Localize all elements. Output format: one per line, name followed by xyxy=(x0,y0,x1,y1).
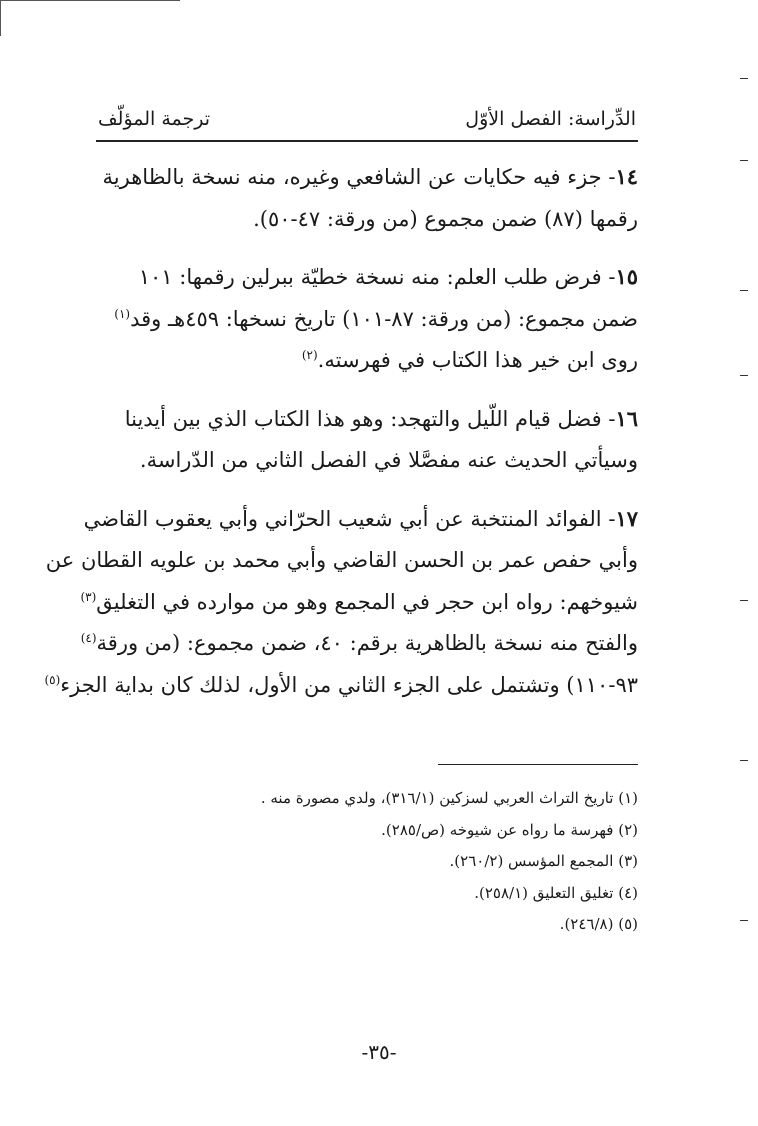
footnote-marker[interactable]: (٢) xyxy=(301,348,318,362)
text-line: ضمن مجموع: (من ورقة: ٨٧-١٠١) تاريخ نسخها: ٤٥٩هـ وقد$^{(١)}$ xyxy=(114,306,638,331)
running-head-chapter: الدِّراسة: الفصل الأوّل xyxy=(465,108,636,130)
paragraph-item-16 xyxy=(96,398,638,482)
footnote-marker[interactable]: (٥) xyxy=(44,672,61,687)
footnote-separator xyxy=(438,764,638,765)
scan-edge-mark xyxy=(740,78,748,79)
text-line: ٩٣-١١٠) وتشتمل على الجزء الثاني من الأول، لذلك كان بداية الجزء$^{(٥)}$ xyxy=(44,672,638,697)
footnote-marker[interactable]: (١) xyxy=(114,306,131,321)
text-line: وسيأتي الحديث عنه مفصَّلا في الفصل الثاني من الدّراسة. xyxy=(139,448,638,472)
scan-edge-mark xyxy=(740,290,748,291)
body-text xyxy=(44,156,638,706)
paragraph-item-17 xyxy=(44,498,638,707)
scan-edge-mark xyxy=(740,160,748,161)
item-number: ١٥ xyxy=(615,264,638,289)
paragraph-item-14 xyxy=(96,156,638,240)
item-number: ١٤ xyxy=(615,164,638,189)
text-line: وأبي حفص عمر بن الحسن القاضي وأبي محمد بن علويه القطان عن xyxy=(45,548,638,572)
footnote-1: (١) تاريخ التراث العربي لسزكين (٣١٦/١)، ولدي مصورة منه . xyxy=(260,789,638,807)
footnote-4: (٤) تغليق التعليق (٢٥٨/١). xyxy=(474,883,638,902)
book-page xyxy=(44,108,638,941)
page-number: -٣٥- xyxy=(361,1040,397,1064)
text-line: ١٥- فرض طلب العلم: منه نسخة خطيّة ببرلين رقمها: ١٠١ xyxy=(138,264,638,289)
text-line: رقمها (٨٧) ضمن مجموع (من ورقة: ٤٧-٥٠). xyxy=(253,206,638,231)
paragraph-item-15 xyxy=(96,256,638,382)
text-line: ١٦- فضل قيام اللّيل والتهجد: وهو هذا الكتاب الذي بين أيدينا xyxy=(124,405,638,431)
footnote-marker[interactable]: (٣) xyxy=(80,589,97,604)
item-number: ١٧ xyxy=(615,505,638,531)
scan-edge-mark xyxy=(740,375,748,376)
text-line: والفتح منه نسخة بالظاهرية برقم: ٤٠، ضمن مجموع: (من ورقة$^{(٤)}$ xyxy=(80,631,638,655)
footnote-5: (٥) (٢٤٦/٨). xyxy=(559,915,638,933)
footnote-3: (٣) المجمع المؤسس (٢٦٠/٢). xyxy=(449,852,638,870)
footnote-2: (٢) فهرسة ما رواه عن شيوخه (ص/٢٨٥). xyxy=(381,820,638,839)
scan-edge-mark xyxy=(740,760,748,761)
text-line: روى ابن خير هذا الكتاب في فهرسته.$^{(٢)}$ xyxy=(301,348,638,372)
item-number: ١٦ xyxy=(615,405,638,431)
scan-edge-mark xyxy=(740,600,748,601)
scan-edge-mark xyxy=(740,920,748,921)
scan-edge-left xyxy=(0,0,1,36)
footnotes-list xyxy=(96,783,638,941)
running-head-section: ترجمة المؤلّف xyxy=(98,108,211,130)
text-line: ١٧- الفوائد المنتخبة عن أبي شعيب الحرّاني وأبي يعقوب القاضي xyxy=(83,505,638,531)
text-line: ١٤- جزء فيه حكايات عن الشافعي وغيره، منه نسخة بالظاهرية xyxy=(102,164,638,189)
text-line: شيوخهم: رواه ابن حجر في المجمع وهو من موارده في التغليق$^{(٣)}$ xyxy=(80,589,638,614)
footnote-marker[interactable]: (٤) xyxy=(80,631,97,645)
running-head xyxy=(96,108,638,142)
scan-edge-top xyxy=(0,0,180,1)
